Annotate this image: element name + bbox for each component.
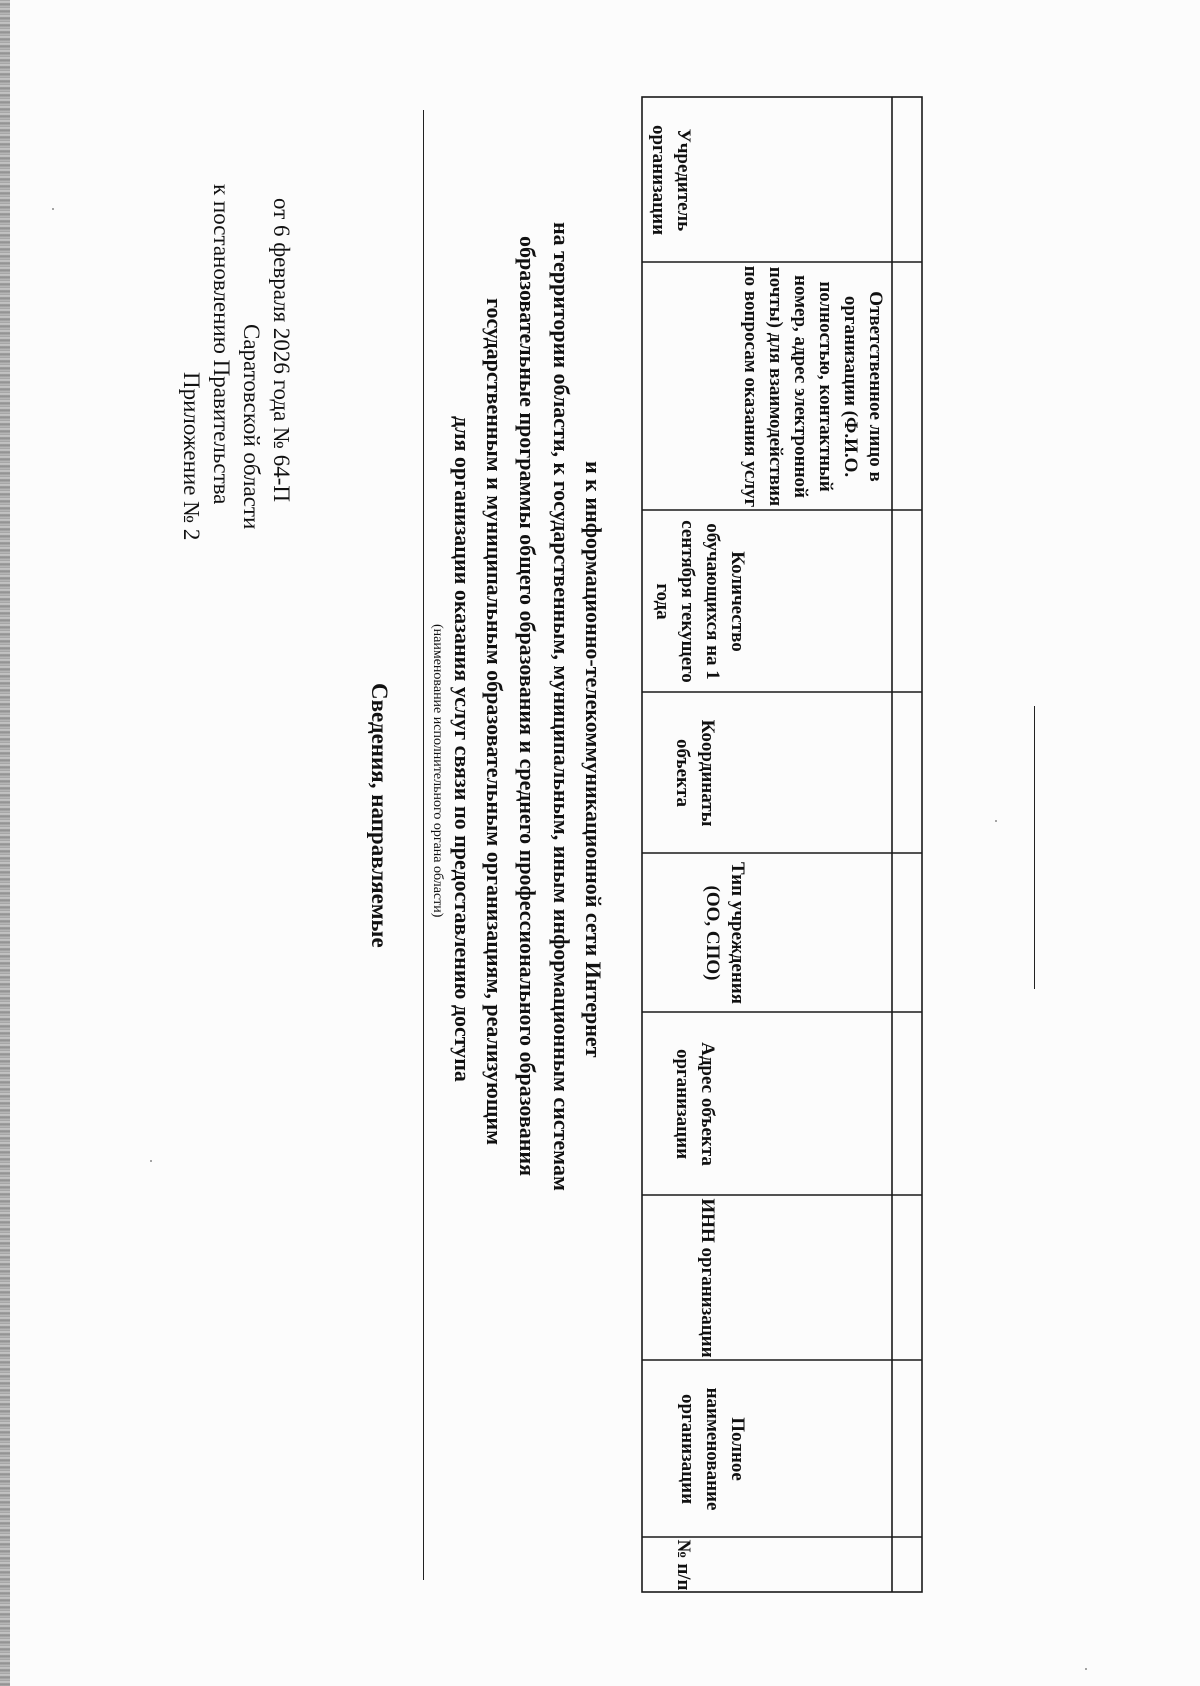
- scan-speck: [1085, 1668, 1087, 1670]
- header-col-address: Адрес объекта организации: [672, 1042, 718, 1166]
- subtitle-line-1: для организации оказания услуг связи по предоставлению доступа: [450, 416, 475, 1082]
- header-cell-address: [642, 1013, 722, 1195]
- appendix-line-3: Саратовской области: [239, 324, 264, 530]
- subtitle-line-4: на территории области, к государственным, муниципальным, иным информационным системам: [549, 222, 574, 1191]
- header-cell-type: [642, 854, 752, 1012]
- header-cell-responsible: [642, 263, 890, 510]
- appendix-line-2: к постановлению Правительства: [209, 184, 234, 505]
- header-col-inn: ИНН организации: [697, 1198, 718, 1358]
- scan-speck: [52, 208, 54, 210]
- header-cell-students: [642, 511, 752, 692]
- header-cell-fullname: [642, 1361, 752, 1537]
- header-col-founder-cell: Учредитель организации: [648, 124, 694, 236]
- header-col-responsible-cell: Ответственное лицо в организации (Ф.И.О. полностью, контактный номер, адрес электронной почты) для взаимодействия по вопросам оказания услуг: [740, 265, 886, 508]
- scan-speck: [995, 820, 997, 822]
- header-col-type: Тип учреждения (ОО, СПО): [702, 861, 748, 1005]
- subtitle-line-5: и к информационно-телекоммуникационной сети Интернет: [581, 461, 606, 1058]
- organ-name-caption: (наименование исполнительного органа области): [430, 624, 445, 918]
- scan-speck: [150, 1160, 152, 1162]
- header-cell-inn: [642, 1196, 722, 1360]
- appendix-line-1: Приложение № 2: [179, 372, 204, 541]
- appendix-line-4: от 6 февраля 2026 года № 64-П: [269, 198, 294, 503]
- header-col-coordinates: Координаты объекта: [672, 719, 718, 827]
- header-col-number: № п/п: [673, 1539, 694, 1591]
- subtitle-line-3: образовательные программы общего образования и среднего профессионального образования: [515, 236, 540, 1177]
- header-cell-number: [642, 1538, 698, 1592]
- header-col-fullname: Полное наименование организации: [677, 1387, 748, 1511]
- header-cell-coordinates: [642, 693, 722, 853]
- page-title: Сведения, направляемые: [367, 683, 392, 948]
- header-cell-founder: [642, 98, 698, 262]
- header-col-students: Количество обучающихся на 1 сентября текущего года: [652, 520, 748, 683]
- subtitle-line-2: государственным и муниципальным образовательным организациям, реализующим: [482, 298, 507, 1146]
